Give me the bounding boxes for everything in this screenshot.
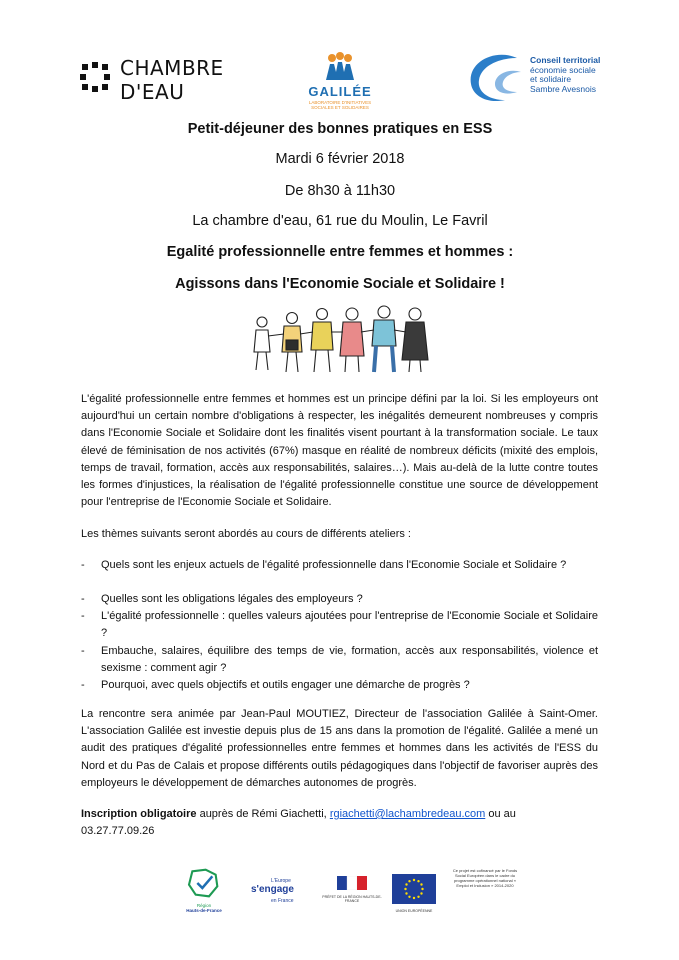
europe-sengage-logo (249, 878, 305, 910)
theme-item-text: Pourquoi, avec quels objectifs et outils engager une démarche de progrès ? (101, 679, 470, 691)
prefet-logo (320, 876, 384, 910)
fse-cofinancing-text-block (452, 868, 518, 914)
animator-paragraph: La rencontre sera animée par Jean-Paul MOUTIEZ, Directeur de l'association Galilée à Saint-Omer. L'association Galilée est investie depuis plus de 15 ans dans la promotion de l'égalité. Galilée a mené un audit des pratiques d'égalité professionnelles entre femmes et hommes dans les activités de l'ESS du Nord et du Pas de Calais et propose différents outils pédagogiques dans l'objectif de favoriser auprès des employeurs le développement de démarches autonomes de progrès. (81, 708, 598, 789)
theme-item-text: L'égalité professionnelle : quelles valeurs ajoutées pour l'entreprise de l'Economie Sociale et Solidaire ? (101, 610, 598, 639)
prefet-text: PRÉFET DE LA RÉGION HAUTS-DE-FRANCE (322, 895, 382, 903)
conseil-line3: et solidaire (530, 74, 572, 84)
galilee-logo (300, 52, 380, 112)
event-date: Mardi 6 février 2018 (275, 151, 405, 167)
list-dash: - (81, 593, 85, 605)
inscription-phone: 03.27.77.09.26 (81, 825, 155, 838)
list-dash: - (81, 610, 85, 622)
theme-item (81, 591, 598, 608)
fse-text: Ce projet est cofinancé par le Fonds Social Européen dans le cadre du programme opérationnel national « Emploi et Inclusion » 2014-2020 (452, 868, 518, 888)
region-line2: Hauts-de-France (186, 908, 222, 913)
region-hauts-de-france-logo (180, 868, 228, 918)
eu-flag-icon (392, 874, 436, 904)
theme-item (81, 677, 598, 694)
union-europeenne-logo (390, 874, 438, 912)
region-line1: Région (196, 903, 212, 908)
galilee-tagline: LABORATOIRE D'INITIATIVES SOCIALES ET SOLIDAIRES (308, 100, 372, 110)
europe-line3: en France (271, 898, 294, 904)
theme-item (81, 608, 598, 642)
people-holding-hands-illustration (250, 300, 440, 375)
event-subtitle-1: Egalité professionnelle entre femmes et hommes : (166, 244, 514, 260)
europe-line1: L'Europe (271, 878, 291, 884)
theme-item (81, 643, 598, 677)
conseil-line2: économie sociale (530, 64, 596, 75)
conseil-line4: Sambre Avesnois (530, 83, 596, 94)
conseil-line1: Conseil territorial (530, 55, 601, 65)
inscription-label: Inscription obligatoire (81, 808, 197, 820)
conseil-territorial-logo (465, 50, 615, 106)
intro-paragraph: L'égalité professionnelle entre femmes et hommes est un principe défini par la loi. Si les employeurs ont aujourd'hui un certain nombre d'obligations à respecter, les inégalités demeurent nombreuses y compris dans l'Economie Sociale et Solidaire dont les finalités visent pourtant à la transformation sociale. Le taux élevé de féminisation de nos activités (67%) masque en réalité de nombreux déficits (mixité des emplois, temps de travail, formation, accès aux responsabilités, salaires…). Mais au-delà de la lutte contre toutes les formes d'injustices, la réalisation de l'égalité professionnelle constitue une source de développement pour l'entreprise de l'Economie Sociale et Solidaire. (81, 393, 598, 509)
event-time: De 8h30 à 11h30 (284, 183, 396, 199)
ue-text: UNION EUROPÉENNE (395, 909, 433, 913)
list-dash: - (81, 679, 85, 691)
region-map-icon (187, 868, 221, 898)
chambre-deau-logo (80, 58, 230, 108)
inscription-paragraph (81, 806, 598, 840)
theme-item (81, 557, 598, 574)
event-place: La chambre d'eau, 61 rue du Moulin, Le Favril (192, 213, 488, 229)
europe-line2: s'engage (251, 884, 294, 895)
event-subtitle-2: Agissons dans l'Economie Sociale et Solidaire ! (175, 276, 505, 292)
chambre-logo-line2: D'EAU (120, 80, 185, 104)
chambre-deau-mark-icon (80, 62, 110, 92)
inscription-text: auprès de Rémi Giachetti, (196, 808, 330, 820)
french-flag-icon (337, 876, 367, 890)
inscription-email-link[interactable]: rgiachetti@lachambredeau.com (329, 808, 486, 820)
list-dash: - (81, 645, 85, 657)
galilee-name: GALILÉE (308, 84, 372, 99)
list-dash: - (81, 559, 85, 571)
galilee-people-icon (300, 52, 380, 84)
theme-item-text: Quelles sont les obligations légales des employeurs ? (101, 593, 363, 605)
chambre-logo-line1: CHAMBRE (120, 56, 224, 80)
themes-intro: Les thèmes suivants seront abordés au cours de différents ateliers : (81, 528, 411, 540)
inscription-text-2: ou au (485, 808, 516, 820)
event-title: Petit-déjeuner des bonnes pratiques en ESS (187, 121, 493, 137)
theme-item-text: Embauche, salaires, équilibre des temps de vie, formation, accès aux responsabilités, violence et sexisme : comment agir ? (101, 645, 598, 674)
theme-item-text: Quels sont les enjeux actuels de l'égalité professionnelle dans l'Economie Sociale et Solidaire ? (101, 559, 567, 571)
conseil-swirl-icon (465, 50, 525, 106)
